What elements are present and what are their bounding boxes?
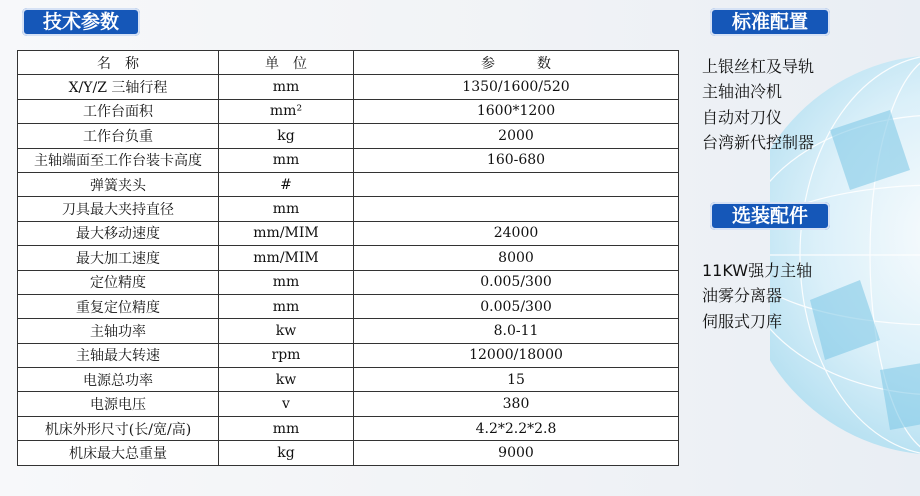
row-name: 弹簧夹头 [18, 172, 219, 196]
row-unit: rpm [219, 343, 354, 367]
spec-section-title: 技术参数 [22, 8, 140, 36]
row-unit: mm/MIM [219, 246, 354, 270]
optional-part-item: 11KW强力主轴 [702, 261, 813, 280]
row-name: 主轴端面至工作台装卡高度 [18, 148, 219, 172]
row-name: 重复定位精度 [18, 294, 219, 318]
row-value: 24000 [354, 221, 679, 245]
row-unit: mm [219, 148, 354, 172]
standard-config-item: 主轴油冷机 [702, 82, 783, 102]
row-value: 160-680 [354, 148, 679, 172]
header-value: 参 数 [354, 51, 679, 75]
row-value: 12000/18000 [354, 343, 679, 367]
row-value: 1350/1600/520 [354, 75, 679, 99]
table-row [18, 392, 679, 416]
table-row [18, 441, 679, 465]
row-unit: mm [219, 416, 354, 440]
row-unit: # [219, 172, 354, 196]
row-name: 电源电压 [18, 392, 219, 416]
row-name: 最大加工速度 [18, 246, 219, 270]
row-name: 刀具最大夹持直径 [18, 197, 219, 221]
table-row [18, 172, 679, 196]
row-name: 工作台负重 [18, 124, 219, 148]
row-unit: mm [219, 197, 354, 221]
row-name: 工作台面积 [18, 99, 219, 123]
row-name: 最大移动速度 [18, 221, 219, 245]
row-unit: mm [219, 270, 354, 294]
table-row [18, 294, 679, 318]
table-row [18, 148, 679, 172]
table-row [18, 221, 679, 245]
row-name: 电源总功率 [18, 368, 219, 392]
standard-config-item: 台湾新代控制器 [702, 133, 815, 153]
table-row [18, 416, 679, 440]
table-row [18, 319, 679, 343]
row-name: X/Y/Z 三轴行程 [18, 75, 219, 99]
row-unit: kg [219, 124, 354, 148]
standard-config-list [702, 54, 814, 156]
spec-table-header-row [18, 51, 679, 75]
row-value: 4.2*2.2*2.8 [354, 416, 679, 440]
row-unit: kw [219, 368, 354, 392]
row-value: 8.0-11 [354, 319, 679, 343]
row-name: 机床最大总重量 [18, 441, 219, 465]
row-unit: v [219, 392, 354, 416]
spec-table [17, 50, 679, 466]
table-row [18, 270, 679, 294]
table-row [18, 124, 679, 148]
standard-config-item: 上银丝杠及导轨 [702, 57, 815, 76]
row-unit: mm [219, 294, 354, 318]
optional-part-item: 油雾分离器 [702, 286, 783, 306]
standard-config-item: 自动对刀仪 [702, 107, 783, 127]
row-unit: mm [219, 75, 354, 99]
header-unit: 单 位 [219, 51, 354, 75]
row-value: 2000 [354, 124, 679, 148]
table-row [18, 343, 679, 367]
row-value: 0.005/300 [354, 270, 679, 294]
table-row [18, 246, 679, 270]
table-row [18, 368, 679, 392]
row-value [354, 172, 679, 196]
row-unit: mm² [219, 99, 354, 123]
optional-part-item: 伺服式刀库 [702, 311, 783, 331]
row-value: 1600*1200 [354, 99, 679, 123]
row-name: 主轴功率 [18, 319, 219, 343]
standard-config-title: 标准配置 [710, 8, 830, 36]
table-row [18, 197, 679, 221]
row-unit: kw [219, 319, 354, 343]
row-name: 主轴最大转速 [18, 343, 219, 367]
optional-parts-list [702, 258, 812, 334]
row-unit: kg [219, 441, 354, 465]
row-value: 9000 [354, 441, 679, 465]
row-unit: mm/MIM [219, 221, 354, 245]
row-name: 机床外形尺寸(长/宽/高) [18, 416, 219, 440]
optional-parts-title: 选装配件 [710, 202, 830, 230]
row-value: 15 [354, 368, 679, 392]
row-name: 定位精度 [18, 270, 219, 294]
header-name: 名 称 [18, 51, 219, 75]
table-row [18, 99, 679, 123]
row-value: 380 [354, 392, 679, 416]
row-value: 8000 [354, 246, 679, 270]
table-row [18, 75, 679, 99]
row-value [354, 197, 679, 221]
row-value: 0.005/300 [354, 294, 679, 318]
